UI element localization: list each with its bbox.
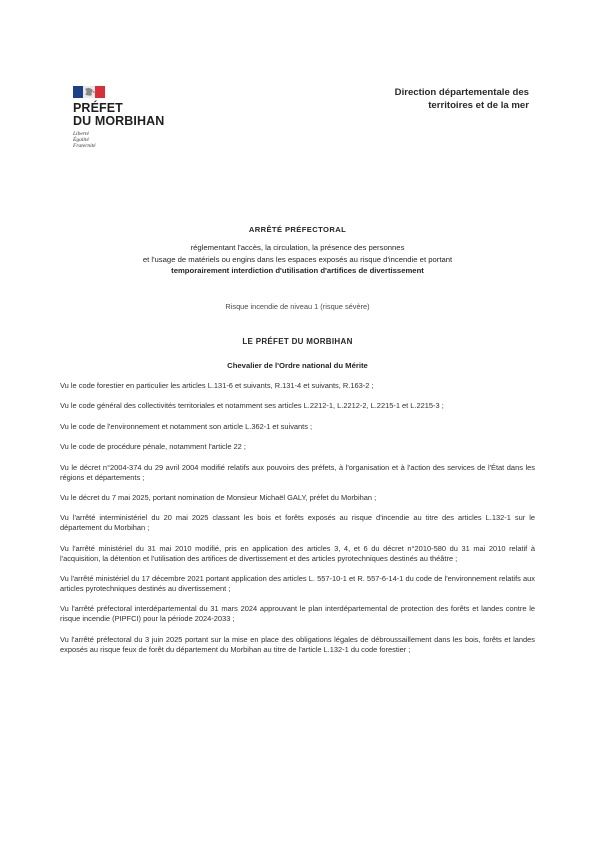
visa-paragraph: Vu l'arrêté préfectoral du 3 juin 2025 portant sur la mise en place des obligations légales de débroussaillement dans les bois, forêts et landes exposés au risque feux de forêt du département du Morbihan au titre de l'article L.132-1 du code forestier ; [60,634,535,654]
motto-liberte: Liberté [73,131,89,137]
visa-paragraph: Vu le code général des collectivités territoriales et notamment ses articles L.2212-1, L.2212-2, L.2215-1 et L.2215-3 ; [60,401,444,411]
subtitle-line3: temporairement interdiction d'utilisation d'artifices de divertissement [171,266,424,275]
risk-level: Risque incendie de niveau 1 (risque sévère) [225,302,370,311]
visa-paragraph: Vu l'arrêté interministériel du 20 mai 2025 classant les bois et forêts exposés au risque d'incendie au titre des articles L.132-1 sur le département du Morbihan ; [60,513,535,533]
visa-paragraph: Vu le décret du 7 mai 2025, portant nomination de Monsieur Michaël GALY, préfet du Morbihan ; [60,492,377,502]
logo-title-line2: DU MORBIHAN [73,114,165,128]
visa-paragraph: Vu le code de procédure pénale, notamment l'article 22 ; [60,442,246,452]
subtitle-line2: et l'usage de matériels ou engins dans les espaces exposés au risque d'incendie et portant [142,254,453,264]
motto-fraternite: Fraternité [73,143,96,149]
document-title: ARRÊTÉ PRÉFECTORAL [248,225,347,234]
prefecture-logo [73,86,193,149]
motto-egalite: Égalité [73,137,89,143]
document-subtitle [60,242,535,277]
visa-paragraph: Vu le décret n°2004-374 du 29 avril 2004 modifié relatifs aux pouvoirs des préfets, à l'organisation et à l'action des services de l'État dans les régions et départements ; [60,462,535,482]
direction-header [395,87,529,112]
subtitle-line1: réglementant l'accès, la circulation, la présence des personnes [190,243,405,252]
visa-paragraph: Vu l'arrêté ministériel du 17 décembre 2021 portant application des articles L. 557-10-1 et R. 557-6-14-1 du code de l'environnement relatifs aux articles pyrotechniques destinés au divertissement ; [60,573,535,593]
visa-paragraph: Vu l'arrêté préfectoral interdépartemental du 31 mars 2024 approuvant le plan interdépartemental de protection des forêts et landes contre le risque incendie (PIPFCI) pour la période 2024-2033 ; [60,604,535,624]
republic-motto [73,131,193,149]
visas-list [60,381,535,665]
direction-line1: Direction départementale des [394,87,529,98]
visa-paragraph: Vu le code forestier en particulier les articles L.131-6 et suivants, R.131-4 et suivants, R.163-2 ; [60,381,374,390]
logo-title-line1: PRÉFET [73,101,123,115]
visa-paragraph: Vu l'arrêté ministériel du 31 mai 2010 modifié, pris en application des articles 3, 4, et 6 du décret n°2010-580 du 31 mai 2010 relatif à l'acquisition, la détention et l'utilisation des artifices de divertissement et des articles pyrotechniques destinés au théâtre ; [60,543,535,563]
visa-paragraph: Vu le code de l'environnement et notamment son article L.362-1 et suivants ; [60,421,313,431]
prefet-heading: LE PRÉFET DU MORBIHAN [242,337,353,346]
marianne-emblem [73,86,105,100]
chevalier-line: Chevalier de l'Ordre national du Mérite [227,361,368,370]
direction-line2: territoires et de la mer [428,99,529,111]
